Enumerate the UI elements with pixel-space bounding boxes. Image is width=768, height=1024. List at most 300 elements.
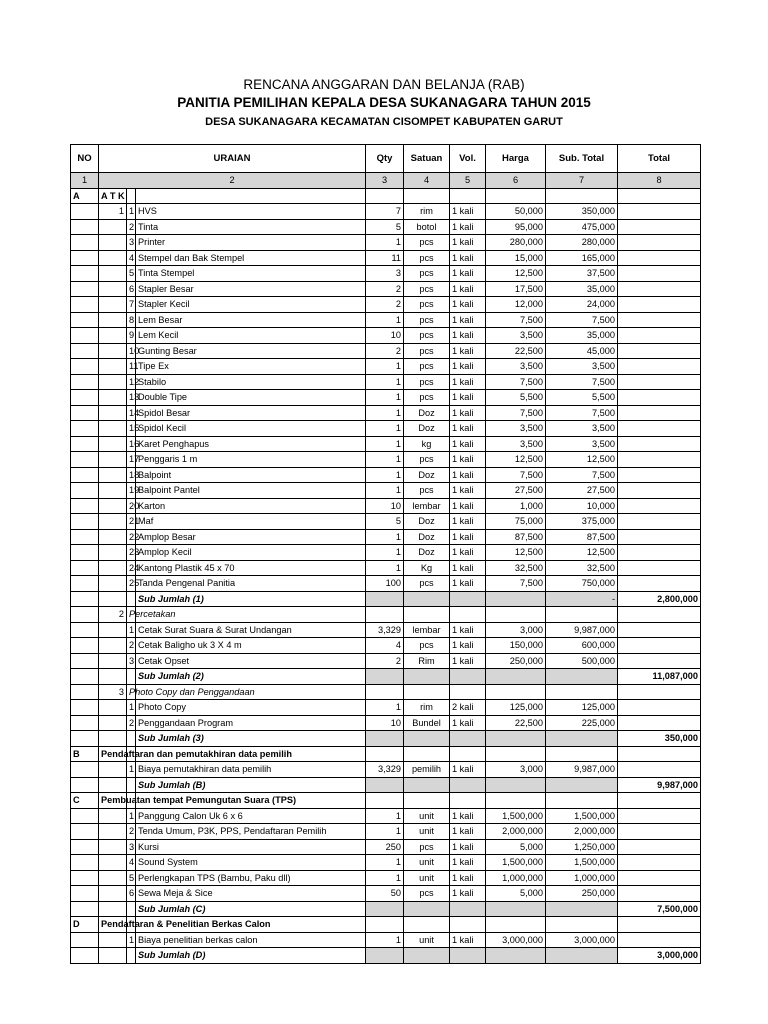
- item-total: [618, 312, 701, 328]
- empty-cell: [404, 607, 450, 623]
- item-total: [618, 204, 701, 220]
- item-qty: 1: [366, 808, 404, 824]
- item-qty: 1: [366, 545, 404, 561]
- item-subtotal: 350,000: [546, 204, 618, 220]
- item-total: [618, 886, 701, 902]
- table-row: [71, 312, 701, 328]
- row-letter-cell: [71, 901, 99, 917]
- item-name: Tipe Ex: [136, 359, 366, 375]
- item-volume: 1 kali: [450, 235, 486, 251]
- item-volume: 1 kali: [450, 281, 486, 297]
- section-header-row: [71, 746, 701, 762]
- row-group-cell: [99, 932, 127, 948]
- row-letter-cell: [71, 824, 99, 840]
- item-unit: pcs: [404, 452, 450, 468]
- item-unit: botol: [404, 219, 450, 235]
- item-unit: lembar: [404, 498, 450, 514]
- empty-cell: [546, 684, 618, 700]
- document-location: DESA SUKANAGARA KECAMATAN CISOMPET KABUPATEN GARUT: [205, 116, 563, 128]
- item-subtotal: 125,000: [546, 700, 618, 716]
- grey-cell: [404, 901, 450, 917]
- empty-cell: [486, 746, 546, 762]
- item-total: [618, 808, 701, 824]
- item-subtotal: 7,500: [546, 467, 618, 483]
- item-total: [618, 390, 701, 406]
- item-subtotal: 87,500: [546, 529, 618, 545]
- subtotal-label: Sub Jumlah (3): [136, 731, 366, 747]
- item-price: 3,000: [486, 622, 546, 638]
- item-price: 75,000: [486, 514, 546, 530]
- empty-cell: [366, 684, 404, 700]
- item-total: [618, 266, 701, 282]
- item-name: Spidol Besar: [136, 405, 366, 421]
- row-group-cell: [99, 312, 127, 328]
- item-volume: 1 kali: [450, 560, 486, 576]
- table-row: [71, 762, 701, 778]
- budget-table-body: [71, 145, 701, 964]
- empty-cell: [366, 188, 404, 204]
- item-price: 150,000: [486, 638, 546, 654]
- item-number: 6: [127, 886, 136, 902]
- item-number: 13: [127, 390, 136, 406]
- row-group-cell: [99, 374, 127, 390]
- item-unit: Doz: [404, 545, 450, 561]
- item-number: 2: [127, 824, 136, 840]
- grey-cell: [366, 669, 404, 685]
- header-no: NO: [71, 145, 99, 173]
- item-subtotal: 250,000: [546, 886, 618, 902]
- item-unit: pcs: [404, 235, 450, 251]
- item-total: [618, 328, 701, 344]
- item-price: 1,000,000: [486, 870, 546, 886]
- grey-cell: [450, 591, 486, 607]
- item-name: Double Tipe: [136, 390, 366, 406]
- item-qty: 1: [366, 405, 404, 421]
- grey-cell: [486, 591, 546, 607]
- section-name-text: Pendaftaran dan pemutakhiran data pemilih: [101, 748, 292, 759]
- row-number-cell: [127, 777, 136, 793]
- item-price: 280,000: [486, 235, 546, 251]
- grey-cell: [546, 948, 618, 964]
- subtotal-total: 3,000,000: [618, 948, 701, 964]
- item-volume: 1 kali: [450, 839, 486, 855]
- item-unit: unit: [404, 932, 450, 948]
- item-name: Stabilo: [136, 374, 366, 390]
- item-subtotal: 7,500: [546, 312, 618, 328]
- item-volume: 1 kali: [450, 545, 486, 561]
- header-harga: Harga: [486, 145, 546, 173]
- section-name-text: Pembuatan tempat Pemungutan Suara (TPS): [101, 795, 297, 805]
- row-letter-cell: [71, 436, 99, 452]
- row-group-cell: [99, 359, 127, 375]
- item-total: [618, 405, 701, 421]
- item-volume: 1 kali: [450, 343, 486, 359]
- item-number: 2: [127, 638, 136, 654]
- item-price: 12,000: [486, 297, 546, 313]
- item-volume: 1 kali: [450, 529, 486, 545]
- row-group-cell: [99, 622, 127, 638]
- item-number: 3: [127, 839, 136, 855]
- row-group-cell: [99, 762, 127, 778]
- item-qty: 1: [366, 235, 404, 251]
- item-unit: pcs: [404, 483, 450, 499]
- row-letter-cell: [71, 235, 99, 251]
- row-letter-cell: [71, 715, 99, 731]
- table-row: [71, 715, 701, 731]
- empty-cell: [127, 188, 136, 204]
- item-name: HVS: [136, 204, 366, 220]
- item-qty: 1: [366, 312, 404, 328]
- item-volume: 1 kali: [450, 498, 486, 514]
- row-letter-cell: [71, 932, 99, 948]
- document-title-block: [0, 76, 768, 130]
- table-row: [71, 328, 701, 344]
- item-volume: 1 kali: [450, 762, 486, 778]
- subtotal-total: 350,000: [618, 731, 701, 747]
- table-row: [71, 374, 701, 390]
- item-name: Stempel dan Bak Stempel: [136, 250, 366, 266]
- item-number: 20: [127, 498, 136, 514]
- item-unit: rim: [404, 204, 450, 220]
- item-name: Spidol Kecil: [136, 421, 366, 437]
- item-qty: 2: [366, 653, 404, 669]
- item-subtotal: 7,500: [546, 374, 618, 390]
- empty-cell: [618, 607, 701, 623]
- item-total: [618, 467, 701, 483]
- item-price: 12,500: [486, 266, 546, 282]
- section-header-row: [71, 793, 701, 809]
- table-row: [71, 390, 701, 406]
- item-qty: 2: [366, 297, 404, 313]
- item-price: 3,500: [486, 359, 546, 375]
- item-number: 5: [127, 870, 136, 886]
- group-number: 1: [99, 204, 127, 220]
- item-unit: pcs: [404, 328, 450, 344]
- item-volume: 1 kali: [450, 219, 486, 235]
- table-row: [71, 529, 701, 545]
- subtotal-row: [71, 948, 701, 964]
- item-volume: 1 kali: [450, 405, 486, 421]
- empty-cell: [486, 607, 546, 623]
- row-letter-cell: [71, 948, 99, 964]
- row-letter-cell: [71, 312, 99, 328]
- item-subtotal: 375,000: [546, 514, 618, 530]
- row-group-cell: [99, 886, 127, 902]
- table-row: [71, 219, 701, 235]
- table-row: [71, 932, 701, 948]
- item-volume: 1 kali: [450, 576, 486, 592]
- header-uraian: URAIAN: [99, 145, 366, 173]
- item-name: Kursi: [136, 839, 366, 855]
- row-group-cell: [99, 824, 127, 840]
- item-subtotal: 9,987,000: [546, 762, 618, 778]
- item-total: [618, 436, 701, 452]
- item-name: Kantong Plastik 45 x 70: [136, 560, 366, 576]
- item-name: Penggandaan Program: [136, 715, 366, 731]
- item-total: [618, 529, 701, 545]
- header-qty: Qty: [366, 145, 404, 173]
- item-unit: Doz: [404, 467, 450, 483]
- item-qty: 1: [366, 421, 404, 437]
- section-letter: C: [71, 793, 99, 809]
- row-letter-cell: [71, 343, 99, 359]
- item-name: Biaya penelitian berkas calon: [136, 932, 366, 948]
- item-volume: 1 kali: [450, 715, 486, 731]
- item-number: 23: [127, 545, 136, 561]
- table-row: [71, 297, 701, 313]
- subtotal-label: Sub Jumlah (C): [136, 901, 366, 917]
- empty-cell: [136, 188, 366, 204]
- grey-cell: [450, 731, 486, 747]
- row-group-cell: [99, 436, 127, 452]
- empty-cell: [404, 793, 450, 809]
- item-price: 15,000: [486, 250, 546, 266]
- row-letter-cell: [71, 266, 99, 282]
- item-unit: Doz: [404, 421, 450, 437]
- row-group-cell: [99, 948, 127, 964]
- table-row: [71, 622, 701, 638]
- item-number: 19: [127, 483, 136, 499]
- item-price: 7,500: [486, 467, 546, 483]
- group-name: [127, 684, 255, 700]
- item-price: 7,500: [486, 576, 546, 592]
- row-group-cell: [99, 405, 127, 421]
- header-satuan: Satuan: [404, 145, 450, 173]
- item-unit: unit: [404, 808, 450, 824]
- item-number: 11: [127, 359, 136, 375]
- item-total: [618, 700, 701, 716]
- budget-table: [70, 144, 701, 964]
- item-number: 1: [127, 808, 136, 824]
- item-price: 22,500: [486, 715, 546, 731]
- subtotal-row: [71, 901, 701, 917]
- table-row: [71, 824, 701, 840]
- row-group-cell: [99, 390, 127, 406]
- table-row: [71, 560, 701, 576]
- empty-cell: [366, 607, 404, 623]
- item-name: Biaya pemutakhiran data pemilih: [136, 762, 366, 778]
- item-qty: 10: [366, 715, 404, 731]
- table-row: [71, 576, 701, 592]
- item-volume: 1 kali: [450, 932, 486, 948]
- row-letter-cell: [71, 374, 99, 390]
- grey-cell: [404, 777, 450, 793]
- col-number: 7: [546, 173, 618, 189]
- item-total: [618, 297, 701, 313]
- table-row: [71, 483, 701, 499]
- item-qty: 50: [366, 886, 404, 902]
- grey-cell: [366, 948, 404, 964]
- table-row: [71, 266, 701, 282]
- item-name: Tenda Umum, P3K, PPS, Pendaftaran Pemilih: [136, 824, 366, 840]
- row-letter-cell: [71, 467, 99, 483]
- row-group-cell: [99, 297, 127, 313]
- item-number: 4: [127, 250, 136, 266]
- row-number-cell: [127, 901, 136, 917]
- item-price: 1,000: [486, 498, 546, 514]
- empty-cell: [546, 793, 618, 809]
- item-price: 3,500: [486, 421, 546, 437]
- item-total: [618, 343, 701, 359]
- row-group-cell: [99, 870, 127, 886]
- row-letter-cell: [71, 281, 99, 297]
- item-name: Sound System: [136, 855, 366, 871]
- item-price: 17,500: [486, 281, 546, 297]
- item-qty: 10: [366, 498, 404, 514]
- item-unit: pcs: [404, 390, 450, 406]
- item-unit: Bundel: [404, 715, 450, 731]
- table-row: [71, 421, 701, 437]
- empty-cell: [618, 746, 701, 762]
- grey-cell: [486, 669, 546, 685]
- subtotal-label: Sub Jumlah (2): [136, 669, 366, 685]
- table-row: [71, 700, 701, 716]
- col-number: 4: [404, 173, 450, 189]
- section-name-text: Pendaftaran & Penelitian Berkas Calon: [101, 919, 271, 929]
- item-subtotal: 32,500: [546, 560, 618, 576]
- grey-cell: [546, 777, 618, 793]
- item-total: [618, 762, 701, 778]
- col-number: 2: [99, 173, 366, 189]
- item-volume: 1 kali: [450, 483, 486, 499]
- row-group-cell: [99, 901, 127, 917]
- item-name: Sewa Meja & Sice: [136, 886, 366, 902]
- empty-cell: [618, 917, 701, 933]
- subtotal-label: Sub Jumlah (B): [136, 777, 366, 793]
- item-price: 3,000,000: [486, 932, 546, 948]
- section-name: [99, 917, 271, 933]
- table-row: [71, 808, 701, 824]
- table-row: [71, 870, 701, 886]
- grey-cell: [404, 731, 450, 747]
- item-volume: 1 kali: [450, 328, 486, 344]
- item-total: [618, 638, 701, 654]
- item-subtotal: 2,000,000: [546, 824, 618, 840]
- table-row: [71, 235, 701, 251]
- grey-cell: [486, 901, 546, 917]
- item-qty: 100: [366, 576, 404, 592]
- grey-cell: [486, 777, 546, 793]
- item-name: Photo Copy: [136, 700, 366, 716]
- item-qty: 5: [366, 514, 404, 530]
- item-price: 125,000: [486, 700, 546, 716]
- grey-cell: [546, 731, 618, 747]
- row-number-cell: [127, 591, 136, 607]
- item-total: [618, 653, 701, 669]
- table-row: [71, 204, 701, 220]
- item-number: 25: [127, 576, 136, 592]
- subtotal-label: Sub Jumlah (D): [136, 948, 366, 964]
- row-letter-cell: [71, 219, 99, 235]
- item-volume: 1 kali: [450, 390, 486, 406]
- header-total: Total: [618, 145, 701, 173]
- col-number: 3: [366, 173, 404, 189]
- table-row: [71, 359, 701, 375]
- row-group-cell: [99, 281, 127, 297]
- item-unit: unit: [404, 855, 450, 871]
- section-name: [99, 746, 292, 762]
- empty-cell: [546, 607, 618, 623]
- item-number: 2: [127, 219, 136, 235]
- table-row: [71, 467, 701, 483]
- row-letter-cell: [71, 839, 99, 855]
- row-letter-cell: [71, 684, 99, 700]
- item-number: 8: [127, 312, 136, 328]
- empty-cell: [546, 188, 618, 204]
- item-price: 32,500: [486, 560, 546, 576]
- row-number-cell: [127, 669, 136, 685]
- item-qty: 1: [366, 467, 404, 483]
- grey-cell: [546, 901, 618, 917]
- item-number: 18: [127, 467, 136, 483]
- item-name: Amplop Besar: [136, 529, 366, 545]
- item-volume: 1 kali: [450, 266, 486, 282]
- table-header-row: [71, 145, 701, 173]
- item-name: Stapler Kecil: [136, 297, 366, 313]
- empty-cell: [546, 746, 618, 762]
- empty-cell: [618, 684, 701, 700]
- item-number: 21: [127, 514, 136, 530]
- grey-cell: [366, 591, 404, 607]
- item-subtotal: 225,000: [546, 715, 618, 731]
- item-number: 2: [127, 715, 136, 731]
- document-title: RENCANA ANGGARAN DAN BELANJA (RAB): [243, 77, 525, 92]
- empty-cell: [450, 746, 486, 762]
- table-row: [71, 250, 701, 266]
- row-group-cell: [99, 591, 127, 607]
- group-name-text: Photo Copy dan Penggandaan: [129, 686, 255, 697]
- item-qty: 11: [366, 250, 404, 266]
- subtotal-total: 9,987,000: [618, 777, 701, 793]
- item-qty: 1: [366, 390, 404, 406]
- item-unit: pcs: [404, 281, 450, 297]
- item-qty: 1: [366, 529, 404, 545]
- item-number: 16: [127, 436, 136, 452]
- row-letter-cell: [71, 297, 99, 313]
- item-total: [618, 483, 701, 499]
- table-row: [71, 405, 701, 421]
- item-volume: 1 kali: [450, 638, 486, 654]
- row-group-cell: [99, 250, 127, 266]
- item-number: 10: [127, 343, 136, 359]
- header-vol: Vol.: [450, 145, 486, 173]
- group-number: 3: [99, 684, 127, 700]
- row-letter-cell: [71, 529, 99, 545]
- item-number: 7: [127, 297, 136, 313]
- item-unit: pcs: [404, 297, 450, 313]
- item-price: 5,000: [486, 839, 546, 855]
- grey-cell: [450, 777, 486, 793]
- item-name: Panggung Calon Uk 6 x 6: [136, 808, 366, 824]
- item-unit: pcs: [404, 886, 450, 902]
- item-volume: 1 kali: [450, 808, 486, 824]
- item-unit: Kg: [404, 560, 450, 576]
- item-total: [618, 359, 701, 375]
- item-subtotal: 165,000: [546, 250, 618, 266]
- section-letter: A: [71, 188, 99, 204]
- item-subtotal: 1,000,000: [546, 870, 618, 886]
- item-volume: 1 kali: [450, 514, 486, 530]
- row-letter-cell: [71, 777, 99, 793]
- item-number: 9: [127, 328, 136, 344]
- item-subtotal: 5,500: [546, 390, 618, 406]
- section-letter: D: [71, 917, 99, 933]
- item-subtotal: 475,000: [546, 219, 618, 235]
- item-total: [618, 250, 701, 266]
- item-name: Penggaris 1 m: [136, 452, 366, 468]
- item-name: Lem Besar: [136, 312, 366, 328]
- table-row: [71, 498, 701, 514]
